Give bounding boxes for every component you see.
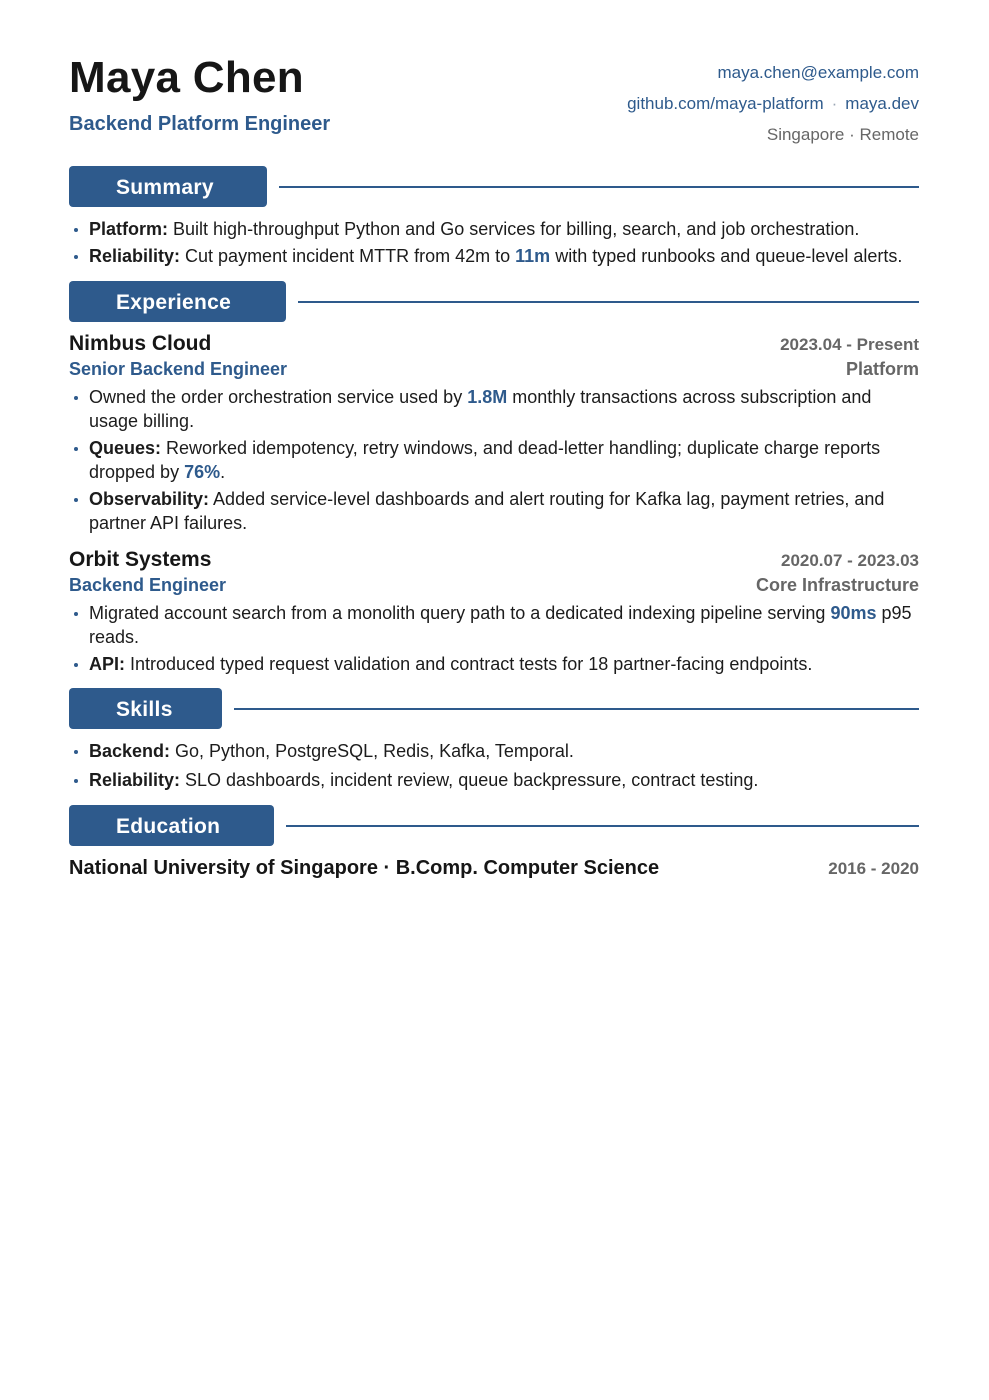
section-divider: [234, 708, 919, 710]
bullet-text: Added service-level dashboards and alert routing for Kafka lag, payment retries, and partner API failures.: [89, 489, 885, 533]
bullet-text: Reworked idempotency, retry windows, and dead-letter handling; duplicate charge reports dropped by: [89, 438, 881, 482]
contact-block: [627, 52, 919, 150]
section-title-experience: Experience: [69, 281, 286, 322]
job-header: [69, 548, 919, 572]
job-entry: [69, 548, 919, 676]
bullet-text: Migrated account search from a monolith query path to a dedicated indexing pipeline serving: [89, 603, 831, 623]
bullet-label: Backend:: [89, 741, 171, 761]
section-divider: [286, 825, 919, 827]
bullet-label: API:: [89, 654, 125, 674]
bullet-text: SLO dashboards, incident review, queue backpressure, contract testing.: [180, 770, 759, 790]
bullet-label: Platform:: [89, 219, 169, 239]
section-title-skills: Skills: [69, 688, 222, 729]
skill-item: [69, 739, 919, 763]
resume-header: [69, 52, 919, 166]
education-section-header: [69, 805, 919, 846]
bullet-text: Owned the order orchestration service used by: [89, 387, 468, 407]
metric-highlight: 1.8M: [467, 387, 508, 407]
skill-item: [69, 768, 919, 792]
job-bullets: [69, 601, 919, 676]
education-degree: National University of Singapore · B.Comp. Computer Science: [69, 857, 660, 879]
section-title-summary: Summary: [69, 166, 267, 207]
job-bullet: [69, 385, 919, 433]
bullet-text: .: [220, 462, 226, 482]
job-bullets: [69, 385, 919, 535]
job-dates: 2023.04 - Present: [780, 335, 919, 354]
company-name: Orbit Systems: [69, 548, 212, 571]
bullet-text: Introduced typed request validation and contract tests for 18 partner-facing endpoints.: [125, 654, 813, 674]
metric-highlight: 11m: [515, 246, 551, 266]
bullet-label: Reliability:: [89, 770, 181, 790]
job-team: Core Infrastructure: [755, 575, 919, 595]
company-name: Nimbus Cloud: [69, 332, 212, 355]
job-bullet: [69, 652, 919, 676]
job-position: Senior Backend Engineer: [69, 359, 288, 379]
identity-block: [69, 52, 330, 136]
bullet-label: Reliability:: [89, 246, 181, 266]
website-link[interactable]: maya.dev: [845, 94, 919, 113]
email-link[interactable]: maya.chen@example.com: [717, 63, 919, 82]
bullet-text: with typed runbooks and queue-level alerts.: [550, 246, 903, 266]
bullet-text: Cut payment incident MTTR from 42m to: [180, 246, 516, 266]
summary-list: [69, 217, 919, 268]
summary-item: [69, 244, 919, 268]
candidate-name: Maya Chen: [69, 53, 304, 102]
job-header: [69, 332, 919, 356]
bullet-label: Queues:: [89, 438, 162, 458]
job-bullet: [69, 436, 919, 484]
job-subheader: [69, 359, 919, 380]
education-entry: [69, 857, 919, 880]
skills-section-header: [69, 688, 919, 729]
contact-separator: ·: [831, 94, 838, 113]
job-bullet: [69, 487, 919, 535]
section-divider: [298, 301, 919, 303]
summary-item: [69, 217, 919, 241]
bullet-label: Observability:: [89, 489, 210, 509]
education-dates: 2016 - 2020: [828, 859, 919, 878]
bullet-text: Built high-throughput Python and Go services for billing, search, and job orchestration.: [168, 219, 860, 239]
location-text: Singapore · Remote: [766, 125, 919, 144]
skills-list: [69, 739, 919, 792]
experience-section-header: [69, 281, 919, 322]
job-position: Backend Engineer: [69, 575, 227, 595]
summary-section-header: [69, 166, 919, 207]
bullet-text: p95 reads.: [89, 603, 912, 647]
job-bullet: [69, 601, 919, 649]
metric-highlight: 90ms: [830, 603, 877, 623]
section-title-education: Education: [69, 805, 274, 846]
section-divider: [279, 186, 919, 188]
metric-highlight: 76%: [184, 462, 221, 482]
job-dates: 2020.07 - 2023.03: [780, 551, 919, 570]
bullet-text: monthly transactions across subscription and usage billing.: [89, 387, 872, 431]
candidate-role: Backend Platform Engineer: [69, 113, 331, 135]
github-link[interactable]: github.com/maya-platform: [627, 94, 824, 113]
job-subheader: [69, 575, 919, 596]
bullet-text: Go, Python, PostgreSQL, Redis, Kafka, Temporal.: [170, 741, 574, 761]
job-team: Platform: [845, 359, 919, 379]
job-entry: [69, 332, 919, 535]
